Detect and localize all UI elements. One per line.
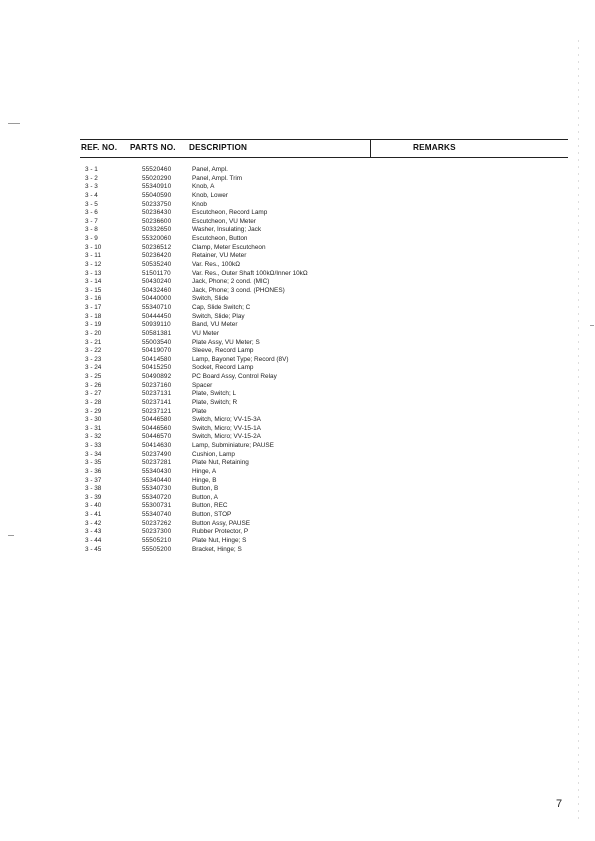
parts-no-cell: 50535240 — [142, 260, 172, 268]
table-row — [0, 166, 595, 175]
table-row — [0, 520, 595, 529]
ref-no-cell: 3 - 12 — [85, 260, 102, 268]
ref-no-cell: 3 - 1 — [85, 166, 98, 173]
ref-no-cell: 3 - 45 — [85, 545, 102, 553]
table-row — [0, 390, 595, 399]
table-row — [0, 235, 595, 244]
description-cell: Rubber Protector, P — [192, 528, 249, 536]
ref-no-cell: 3 - 36 — [85, 467, 102, 475]
table-row — [0, 408, 595, 417]
ref-no-cell: 3 - 41 — [85, 511, 102, 518]
parts-no-cell: 50446570 — [142, 433, 172, 441]
table-row — [0, 209, 595, 218]
ref-no-cell: 3 - 21 — [85, 338, 102, 346]
ref-no-cell: 3 - 44 — [85, 536, 102, 544]
description-cell: PC Board Assy, Control Relay — [192, 373, 277, 380]
description-header: DESCRIPTION — [189, 143, 248, 152]
table-row — [0, 347, 595, 356]
description-cell: Plate — [192, 407, 207, 415]
parts-no-cell: 50581381 — [142, 329, 172, 337]
ref-no-cell: 3 - 4 — [85, 191, 98, 199]
header-top-rule — [80, 139, 568, 140]
ref-no-cell: 3 - 25 — [85, 373, 102, 380]
description-cell: Switch, Slide; Play — [192, 312, 245, 320]
description-cell: Escutcheon, Button — [192, 235, 248, 242]
ref-no-cell: 3 - 33 — [85, 442, 102, 449]
parts-no-cell: 55340430 — [142, 467, 172, 475]
parts-no-cell: 55340740 — [142, 511, 172, 518]
description-cell: VU Meter — [192, 329, 219, 337]
parts-no-cell: 55340710 — [142, 304, 172, 311]
scan-mark — [590, 325, 594, 326]
ref-no-cell: 3 - 7 — [85, 217, 98, 225]
table-row — [0, 537, 595, 546]
remarks-column-divider — [370, 139, 371, 158]
parts-no-cell: 55300731 — [142, 502, 172, 510]
parts-no-cell: 55520460 — [142, 166, 172, 173]
table-row — [0, 494, 595, 503]
table-row — [0, 339, 595, 348]
table-row — [0, 252, 595, 261]
ref-no-cell: 3 - 3 — [85, 183, 98, 191]
description-cell: Escutcheon, VU Meter — [192, 217, 256, 225]
parts-no-cell: 55003540 — [142, 338, 172, 346]
ref-no-cell: 3 - 24 — [85, 364, 102, 372]
ref-no-cell: 3 - 32 — [85, 433, 102, 441]
parts-no-cell: 50446580 — [142, 416, 172, 424]
description-cell: Washer, Insulating; Jack — [192, 226, 262, 234]
table-row — [0, 244, 595, 253]
parts-no-cell: 50332650 — [142, 226, 172, 234]
description-cell: Cushion, Lamp — [192, 450, 235, 458]
parts-no-cell: 50415250 — [142, 364, 172, 372]
table-row — [0, 433, 595, 442]
description-cell: Lamp, Bayonet Type; Record (8V) — [192, 355, 289, 363]
description-cell: Plate Nut, Retaining — [192, 459, 249, 467]
ref-no-cell: 3 - 37 — [85, 476, 102, 484]
description-cell: Button, A — [192, 493, 218, 501]
parts-no-cell: 50414630 — [142, 442, 172, 449]
parts-no-cell: 50490892 — [142, 373, 172, 380]
ref-no-cell: 3 - 16 — [85, 295, 102, 303]
table-row — [0, 382, 595, 391]
description-cell: Knob, A — [192, 183, 215, 191]
table-row — [0, 201, 595, 210]
ref-no-cell: 3 - 26 — [85, 381, 102, 389]
parts-no-cell: 50414580 — [142, 355, 172, 363]
description-cell: Switch, Slide — [192, 295, 229, 303]
description-cell: Button, B — [192, 485, 219, 493]
parts-no-cell: 51501170 — [142, 269, 171, 277]
table-row — [0, 477, 595, 486]
ref-no-cell: 3 - 14 — [85, 278, 102, 286]
table-row — [0, 364, 595, 373]
table-row — [0, 321, 595, 330]
table-row — [0, 468, 595, 477]
ref-no-cell: 3 - 2 — [85, 174, 98, 182]
description-cell: Clamp, Meter Escutcheon — [192, 243, 266, 251]
description-cell: Var. Res., 100kΩ — [192, 260, 240, 268]
scan-edge-artifact — [578, 40, 579, 820]
ref-no-cell: 3 - 34 — [85, 450, 102, 458]
table-row — [0, 451, 595, 460]
description-cell: Hinge, A — [192, 467, 217, 475]
ref-no-cell: 3 - 20 — [85, 329, 102, 337]
parts-no-cell: 50233750 — [142, 200, 172, 208]
description-cell: Bracket, Hinge; S — [192, 545, 242, 553]
header-bottom-rule — [80, 157, 568, 158]
ref-no-cell: 3 - 8 — [85, 226, 98, 234]
description-cell: Hinge, B — [192, 476, 217, 484]
scan-mark — [8, 123, 20, 124]
parts-no-cell: 55320060 — [142, 235, 172, 242]
ref-no-cell: 3 - 29 — [85, 407, 102, 415]
table-row — [0, 373, 595, 382]
parts-no-cell: 50440000 — [142, 295, 172, 303]
description-cell: Button, REC — [192, 502, 228, 510]
parts-no-cell: 55340720 — [142, 493, 172, 501]
description-cell: Cap, Slide Switch; C — [192, 304, 251, 311]
parts-no-cell: 50237262 — [142, 519, 172, 527]
ref-no-cell: 3 - 18 — [85, 312, 102, 320]
table-row — [0, 192, 595, 201]
description-cell: Switch, Micro; VV-15-1A — [192, 424, 261, 432]
description-cell: Plate, Switch; R — [192, 398, 238, 406]
ref-no-cell: 3 - 27 — [85, 390, 102, 398]
description-cell: Plate Nut, Hinge; S — [192, 536, 247, 544]
description-cell: Var. Res., Outer Shaft 100kΩ/Inner 10kΩ — [192, 269, 308, 277]
description-cell: Band, VU Meter — [192, 321, 238, 329]
parts-no-cell: 50430240 — [142, 278, 172, 286]
table-row — [0, 183, 595, 192]
description-cell: Knob — [192, 200, 207, 208]
parts-no-cell: 55505210 — [142, 536, 172, 544]
parts-no-cell: 50236430 — [142, 209, 172, 217]
parts-no-cell: 50237141 — [142, 398, 172, 406]
parts-no-cell: 50237281 — [142, 459, 172, 467]
remarks-header: REMARKS — [413, 143, 456, 152]
description-cell: Jack, Phone; 3 cond. (PHONES) — [192, 286, 285, 294]
table-row — [0, 511, 595, 520]
ref-no-cell: 3 - 42 — [85, 519, 102, 527]
table-row — [0, 416, 595, 425]
scan-mark — [8, 535, 14, 536]
parts-no-cell: 50444450 — [142, 312, 172, 320]
description-cell: Button, STOP — [192, 511, 232, 518]
parts-no-cell: 50237160 — [142, 381, 172, 389]
parts-no-cell: 55020290 — [142, 174, 172, 182]
ref-no-cell: 3 - 23 — [85, 355, 102, 363]
parts-no-cell: 50419070 — [142, 347, 172, 355]
ref-no-header: REF. NO. — [81, 143, 118, 152]
ref-no-cell: 3 - 9 — [85, 235, 98, 242]
table-row — [0, 502, 595, 511]
table-row — [0, 425, 595, 434]
ref-no-cell: 3 - 38 — [85, 485, 102, 493]
table-row — [0, 485, 595, 494]
ref-no-cell: 3 - 28 — [85, 398, 102, 406]
description-cell: Spacer — [192, 381, 213, 389]
description-cell: Knob, Lower — [192, 191, 228, 199]
table-row — [0, 175, 595, 184]
description-cell: Retainer, VU Meter — [192, 252, 247, 260]
table-row — [0, 313, 595, 322]
table-row — [0, 459, 595, 468]
ref-no-cell: 3 - 6 — [85, 209, 98, 217]
description-cell: Lamp, Subminiature; PAUSE — [192, 442, 274, 449]
parts-no-cell: 50432460 — [142, 286, 172, 294]
parts-no-header: PARTS NO. — [130, 143, 176, 152]
table-row — [0, 528, 595, 537]
ref-no-cell: 3 - 11 — [85, 252, 101, 260]
description-cell: Switch, Micro; VV-15-2A — [192, 433, 261, 441]
description-cell: Sleeve, Record Lamp — [192, 347, 254, 355]
page-number: 7 — [556, 798, 563, 810]
parts-no-cell: 50237131 — [142, 390, 172, 398]
description-cell: Escutcheon, Record Lamp — [192, 209, 268, 217]
table-row — [0, 218, 595, 227]
table-row — [0, 330, 595, 339]
parts-no-cell: 50236512 — [142, 243, 172, 251]
ref-no-cell: 3 - 39 — [85, 493, 102, 501]
ref-no-cell: 3 - 10 — [85, 243, 102, 251]
table-row — [0, 278, 595, 287]
table-row — [0, 261, 595, 270]
parts-no-cell: 55340730 — [142, 485, 172, 493]
table-row — [0, 304, 595, 313]
table-row — [0, 356, 595, 365]
parts-no-cell: 50446560 — [142, 424, 172, 432]
table-row — [0, 546, 595, 555]
ref-no-cell: 3 - 31 — [85, 424, 102, 432]
ref-no-cell: 3 - 13 — [85, 269, 102, 277]
parts-no-cell: 50237490 — [142, 450, 172, 458]
table-row — [0, 295, 595, 304]
parts-no-cell: 55340910 — [142, 183, 172, 191]
parts-no-cell: 55505200 — [142, 545, 172, 553]
description-cell: Plate Assy, VU Meter; S — [192, 338, 260, 346]
parts-no-cell: 50236600 — [142, 217, 172, 225]
table-row — [0, 287, 595, 296]
ref-no-cell: 3 - 30 — [85, 416, 102, 424]
ref-no-cell: 3 - 5 — [85, 200, 98, 208]
table-row — [0, 226, 595, 235]
description-cell: Panel, Ampl. — [192, 166, 228, 173]
ref-no-cell: 3 - 40 — [85, 502, 102, 510]
ref-no-cell: 3 - 15 — [85, 286, 102, 294]
ref-no-cell: 3 - 35 — [85, 459, 102, 467]
ref-no-cell: 3 - 17 — [85, 304, 102, 311]
description-cell: Plate, Switch; L — [192, 390, 237, 398]
parts-no-cell: 55040590 — [142, 191, 172, 199]
ref-no-cell: 3 - 22 — [85, 347, 102, 355]
description-cell: Jack, Phone; 2 cond. (MIC) — [192, 278, 270, 286]
description-cell: Socket, Record Lamp — [192, 364, 254, 372]
parts-no-cell: 50237121 — [142, 407, 172, 415]
parts-no-cell: 50939110 — [142, 321, 171, 329]
table-row — [0, 399, 595, 408]
parts-table-body — [0, 166, 595, 554]
description-cell: Button Assy, PAUSE — [192, 519, 251, 527]
description-cell: Panel, Ampl. Trim — [192, 174, 243, 182]
parts-no-cell: 50237300 — [142, 528, 172, 536]
parts-no-cell: 55340440 — [142, 476, 172, 484]
description-cell: Switch, Micro; VV-15-3A — [192, 416, 261, 424]
ref-no-cell: 3 - 19 — [85, 321, 102, 329]
parts-no-cell: 50236420 — [142, 252, 172, 260]
table-row — [0, 270, 595, 279]
ref-no-cell: 3 - 43 — [85, 528, 102, 536]
table-row — [0, 442, 595, 451]
